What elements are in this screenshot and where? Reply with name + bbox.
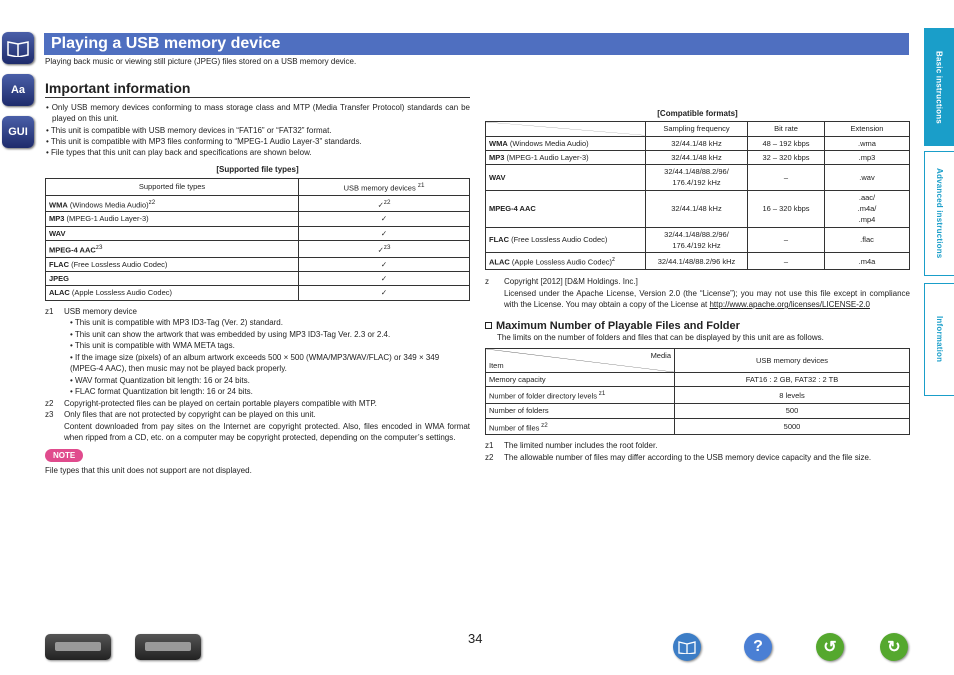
table-header: Bit rate [748, 122, 825, 136]
item-label: Number of folders [489, 406, 549, 416]
supported-table-caption: [Supported file types] [216, 165, 299, 175]
license-link[interactable]: http://www.apache.org/licenses/LICENSE-2.0 [709, 300, 870, 310]
list-item: • This unit is compatible with MP3 files conforming to “MPEG-1 Audio Layer-3” standards. [45, 136, 470, 147]
cell-line: 176.4/192 kHz [672, 240, 721, 250]
cell-freq [646, 165, 748, 191]
format-desc: (Apple Lossless Audio Codec) [509, 257, 612, 267]
footnote-key: z1 [485, 441, 494, 451]
table-row [486, 122, 910, 136]
cell-line: .flac [860, 235, 874, 245]
footnote-mark: z1 [417, 181, 425, 189]
cell-line: 32/44.1/48 kHz [671, 152, 722, 162]
table-row [486, 253, 910, 270]
format-name: ALAC [49, 288, 70, 298]
footnote-key: z2 [45, 398, 54, 408]
format-name-cell [46, 212, 299, 226]
list-item: • If the image size (pixels) of an album artwork exceeds 500 × 500 (WMA/MP3/WAV/FLAC) or 349 × 349 (MPEG-4 AAC), then music may not be played back properly. [70, 352, 470, 375]
check-icon: ✓ [380, 214, 388, 224]
table-header: Sampling frequency [646, 122, 748, 136]
cell-rate [748, 253, 825, 270]
footnote-key: z2 [485, 452, 494, 462]
cell-ext [825, 165, 910, 191]
support-mark-cell [299, 195, 470, 212]
cell-line: .m4a [858, 256, 876, 266]
cell-line: – [783, 256, 789, 266]
check-icon: ✓ [377, 245, 384, 255]
copyright-note [485, 276, 910, 311]
cell-rate [748, 136, 825, 150]
table-header: Extension [825, 122, 910, 136]
value-cell: 8 levels [675, 387, 910, 404]
cell-ext [825, 253, 910, 270]
cell-line: .wav [859, 172, 875, 182]
cell-line: .aac/ [858, 192, 876, 202]
table-corner [486, 349, 675, 373]
format-name: JPEG [49, 274, 70, 284]
footnote-key: z1 [45, 306, 54, 316]
table-row [46, 195, 470, 212]
cell-line: 32/44.1/48 kHz [671, 204, 722, 214]
footnote [485, 276, 910, 311]
corner-top-label: Media [650, 351, 671, 361]
format-name-cell [46, 195, 299, 212]
forward-icon[interactable]: ↻ [880, 633, 908, 661]
cell-line: 32 – 320 kbps [762, 152, 810, 162]
list-item: • This unit is compatible with USB memory devices in “FAT16” or “FAT32” format. [45, 125, 470, 136]
footnote-mark: z2 [539, 421, 548, 429]
table-row [46, 272, 470, 286]
format-name-cell [46, 240, 299, 257]
item-cell [486, 373, 675, 387]
table-row [486, 136, 910, 150]
table-row [486, 418, 910, 435]
check-icon: ✓ [380, 259, 388, 269]
format-name: WMA [489, 138, 508, 148]
checkbox-icon [485, 322, 492, 329]
receiver-rear-button[interactable] [135, 634, 201, 660]
footnote-mark: z2 [148, 198, 156, 206]
limit-rows [486, 373, 910, 435]
footnote-mark: z1 [596, 390, 606, 398]
max-heading-text: Maximum Number of Playable Files and Folder [496, 319, 740, 332]
right-column [485, 108, 910, 463]
table-header: USB memory devices [675, 349, 910, 373]
intro-text: Playing back music or viewing still picture (JPEG) files stored on a USB memory device. [45, 57, 357, 66]
check-icon: ✓ [380, 274, 388, 284]
format-name-cell [486, 227, 646, 253]
support-mark-cell [299, 226, 470, 240]
table-row [46, 212, 470, 226]
footnote-text: The limited number includes the root folder. [504, 441, 658, 451]
cell-ext [825, 227, 910, 253]
format-name: MP3 [489, 152, 505, 162]
limits-table [485, 348, 910, 435]
left-nav [2, 32, 36, 158]
format-name-cell [486, 165, 646, 191]
footnote-text: The allowable number of files may differ according to the USB memory device capacity and the file size. [504, 452, 872, 462]
supported-table [45, 178, 470, 301]
format-name-cell [46, 286, 299, 300]
table-row [46, 286, 470, 300]
cell-freq [646, 253, 748, 270]
format-name: WAV [49, 228, 66, 238]
support-mark-cell [299, 272, 470, 286]
footnote [45, 398, 470, 410]
footnote-text: Copyright-protected files can be played on certain portable players compatible with MTP. [64, 398, 377, 408]
table-corner [486, 122, 646, 136]
value-cell: 500 [675, 404, 910, 418]
tab-advanced-label: Advanced instructions [935, 168, 944, 259]
table-header: Supported file types [46, 178, 299, 195]
format-desc: (Windows Media Audio) [67, 200, 149, 210]
table-row [486, 150, 910, 164]
format-name-cell [46, 272, 299, 286]
tab-advanced-instructions[interactable] [924, 151, 954, 276]
cell-line: 32/44.1/48 kHz [671, 138, 722, 148]
cell-line: 32/44.1/48/88.2/96/ [664, 229, 729, 239]
format-name-cell [486, 136, 646, 150]
tab-basic-label: Basic instructions [934, 50, 944, 124]
item-cell [486, 387, 675, 404]
item-cell [486, 418, 675, 435]
cell-line: 32/44.1/48/88.2/96 kHz [657, 256, 736, 266]
cell-rate [748, 227, 825, 253]
support-mark-cell [299, 286, 470, 300]
receiver-front-button[interactable] [45, 634, 111, 660]
max-heading [485, 321, 910, 332]
format-name-cell [486, 150, 646, 164]
format-desc: (Windows Media Audio) [507, 138, 589, 148]
back-icon[interactable]: ↺ [816, 633, 844, 661]
format-name: MPEG-4 AAC [49, 245, 96, 255]
list-item: • FLAC format Quantization bit length: 16 or 24 bits. [70, 386, 470, 398]
item-label: Number of folder directory levels [489, 391, 597, 401]
cell-line: – [783, 172, 789, 182]
format-name-cell [486, 190, 646, 227]
format-name-cell [46, 257, 299, 271]
font-icon[interactable]: Aa [2, 74, 34, 106]
support-mark-cell [299, 240, 470, 257]
format-desc: (MPEG-1 Audio Layer-3) [64, 214, 149, 224]
footnote-mark: z [611, 256, 616, 264]
list-item: • WAV format Quantization bit length: 16 or 24 bits. [70, 375, 470, 387]
tab-information[interactable] [924, 283, 954, 396]
footnote-line: Content downloaded from pay sites on the Internet are copyright protected. Also, files encoded in WMA format when ripped from a CD, etc. on a computer may be copyright protected, depending on the computer’s settings. [64, 421, 470, 443]
important-heading: Important information [45, 80, 470, 98]
max-intro: The limits on the number of folders and files that can be displayed by this unit are as follows. [497, 332, 824, 342]
format-name: MP3 [49, 214, 65, 224]
table-row [486, 373, 910, 387]
footnote [45, 306, 470, 318]
bullet-list [45, 102, 470, 158]
format-name: MPEG-4 AAC [489, 204, 536, 214]
cell-line: .m4a/ [857, 204, 877, 214]
cell-rate [748, 190, 825, 227]
cell-freq [646, 150, 748, 164]
copyright-line: Copyright [2012] [D&M Holdings. Inc.] [504, 277, 638, 287]
header-label: USB memory devices [343, 183, 416, 193]
cell-line: – [783, 235, 789, 245]
cell-rate [748, 165, 825, 191]
note-text: File types that this unit does not support are not displayed. [45, 465, 252, 475]
footnote [485, 452, 910, 464]
left-column [45, 102, 470, 476]
check-icon: ✓ [380, 228, 388, 238]
format-name: WAV [489, 172, 506, 182]
footnote [485, 440, 910, 452]
table-row [46, 257, 470, 271]
footnote-text [504, 276, 910, 311]
format-desc: (Apple Lossless Audio Codec) [69, 288, 172, 298]
value-cell: 5000 [675, 418, 910, 435]
table-row [486, 165, 910, 191]
footnote-subs [45, 317, 470, 398]
list-item: • This unit can show the artwork that was embedded by using MP3 ID3-Tag Ver. 2.3 or 2.4. [70, 329, 470, 341]
cell-freq [646, 136, 748, 150]
footnotes [45, 306, 470, 444]
manual-book-icon[interactable] [673, 633, 701, 661]
gui-icon[interactable]: GUI [2, 116, 34, 148]
footnote-line: Only files that are not protected by copyright can be played on this unit. [64, 410, 316, 420]
cell-line: 16 – 320 kbps [762, 204, 810, 214]
footnote [45, 409, 470, 444]
check-icon: ✓ [380, 288, 388, 298]
rear-panel-icon [145, 642, 191, 651]
table-row [486, 404, 910, 418]
help-icon[interactable]: ? [744, 633, 772, 661]
cell-line: 32/44.1/48/88.2/96/ [664, 167, 729, 177]
format-desc: (Free Lossless Audio Codec) [69, 259, 168, 269]
format-name: ALAC [489, 257, 510, 267]
cell-ext [825, 190, 910, 227]
cell-line: .mp3 [858, 152, 876, 162]
corner-bottom-label: Item [489, 360, 504, 370]
page-number: 34 [468, 631, 483, 646]
format-desc: (MPEG-1 Audio Layer-3) [504, 152, 589, 162]
table-row [46, 240, 470, 257]
cell-line: .wma [858, 138, 876, 148]
check-icon: ✓ [377, 200, 384, 210]
tab-info-label: Information [935, 316, 944, 363]
format-name-cell [486, 253, 646, 270]
footnote-text: USB memory device [64, 306, 137, 316]
format-name: FLAC [489, 235, 509, 245]
list-item: • Only USB memory devices conforming to mass storage class and MTP (Media Transfer Protocol) standards can be played on this unit. [45, 102, 470, 125]
footnote-mark: z3 [95, 243, 103, 251]
receiver-icon [55, 642, 101, 651]
table-row [46, 226, 470, 240]
compat-table-caption: [Compatible formats] [657, 109, 738, 118]
footnote-mark: z2 [383, 198, 391, 206]
license-text: Licensed under the Apache License, Version 2.0 (the “License”); you may not use this file except in compliance with the License. You may obtain a copy of the License at [504, 288, 910, 310]
value-cell: FAT16 : 2 GB, FAT32 : 2 TB [675, 373, 910, 387]
table-row [486, 227, 910, 253]
format-name-cell [46, 226, 299, 240]
table-row [486, 190, 910, 227]
item-cell [486, 404, 675, 418]
cell-ext [825, 136, 910, 150]
footnote-key: z3 [45, 410, 54, 420]
list-item: • This unit is compatible with MP3 ID3-Tag (Ver. 2) standard. [70, 317, 470, 329]
cell-freq [646, 190, 748, 227]
item-label: Number of files [489, 423, 540, 433]
support-mark-cell [299, 212, 470, 226]
tab-basic-instructions[interactable] [924, 28, 954, 146]
page-title: Playing a USB memory device [44, 33, 909, 55]
cell-line: 48 – 192 kbps [762, 138, 810, 148]
table-header [299, 178, 470, 195]
list-item: • This unit is compatible with WMA META tags. [70, 340, 470, 352]
list-item: • File types that this unit can play back and specifications are shown below. [45, 147, 470, 158]
note-badge: NOTE [45, 449, 83, 462]
support-mark-cell [299, 257, 470, 271]
cell-rate [748, 150, 825, 164]
cell-freq [646, 227, 748, 253]
cell-ext [825, 150, 910, 164]
item-label: Memory capacity [489, 375, 546, 385]
table-row [486, 387, 910, 404]
format-desc: (Free Lossless Audio Codec) [509, 235, 608, 245]
cell-line: 176.4/192 kHz [672, 178, 721, 188]
table-row [486, 349, 910, 373]
format-name: WMA [49, 200, 68, 210]
footnote-text [64, 409, 470, 444]
footnote-key: z [485, 277, 489, 287]
footnote-mark: z3 [383, 243, 391, 251]
book-icon[interactable] [2, 32, 34, 64]
cell-line: .mp4 [858, 215, 876, 225]
table-row [46, 178, 470, 195]
limits-notes [485, 440, 910, 463]
supported-rows [46, 195, 470, 300]
compat-table [485, 121, 910, 270]
format-name: FLAC [49, 259, 69, 269]
compat-rows [486, 136, 910, 269]
